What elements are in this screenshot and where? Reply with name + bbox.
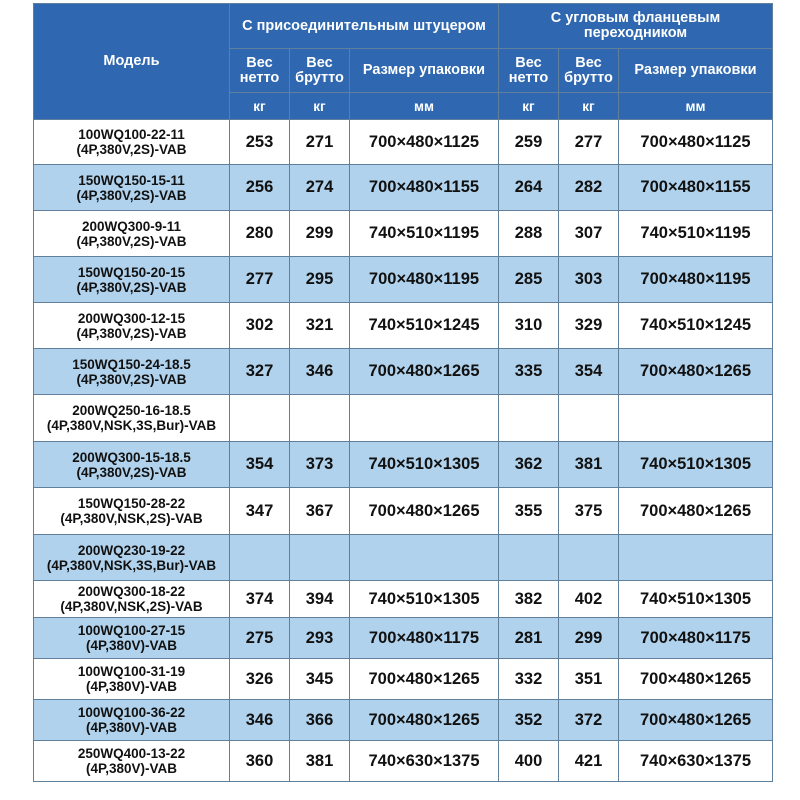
fitting-gross-weight-cell [290, 535, 350, 581]
flange-gross-weight-cell [559, 395, 619, 442]
flange-gross-weight-cell: 354 [559, 349, 619, 395]
fitting-package-size-cell: 700×480×1265 [350, 659, 499, 700]
fitting-gross-weight-cell: 381 [290, 741, 350, 782]
model-spec: (4P,380V,2S)-VAB [76, 371, 187, 387]
flange-package-size-cell: 700×480×1265 [619, 488, 773, 535]
flange-net-weight-cell: 288 [499, 211, 559, 257]
table-row [34, 442, 773, 488]
flange-gross-weight-cell: 303 [559, 257, 619, 303]
model-code: 200WQ230-19-22 [77, 542, 186, 558]
flange-gross-weight-cell: 299 [559, 618, 619, 659]
fitting-package-size-cell: 740×630×1375 [350, 741, 499, 782]
flange-net-weight-cell: 335 [499, 349, 559, 395]
flange-package-size-cell: 740×630×1375 [619, 741, 773, 782]
fitting-net-weight-cell [230, 535, 290, 581]
flange-net-weight-cell [499, 395, 559, 442]
model-spec: (4P,380V)-VAB [85, 638, 178, 653]
flange-package-size-cell [619, 535, 773, 581]
flange-net-weight-cell: 285 [499, 257, 559, 303]
fitting-gross-weight-cell: 274 [290, 165, 350, 211]
flange-gross-weight-cell: 307 [559, 211, 619, 257]
model-spec: (4P,380V,2S)-VAB [76, 233, 187, 249]
header-gross-weight: Вес брутто [559, 49, 619, 93]
flange-net-weight-cell: 352 [499, 700, 559, 741]
model-cell [34, 442, 230, 488]
fitting-net-weight-cell: 277 [230, 257, 290, 303]
model-cell [34, 618, 230, 659]
fitting-net-weight-cell: 360 [230, 741, 290, 782]
fitting-gross-weight-cell: 366 [290, 700, 350, 741]
model-code: 200WQ300-12-15 [77, 310, 186, 326]
model-code: 100WQ100-31-19 [77, 664, 186, 679]
spec-table [33, 3, 773, 782]
model-code: 200WQ300-9-11 [81, 218, 182, 234]
header-package-size: Размер упаковки [350, 49, 499, 93]
flange-package-size-cell: 700×480×1195 [619, 257, 773, 303]
table-row [34, 535, 773, 581]
flange-gross-weight-cell: 421 [559, 741, 619, 782]
flange-gross-weight-cell [559, 535, 619, 581]
model-cell [34, 659, 230, 700]
flange-package-size-cell: 700×480×1265 [619, 700, 773, 741]
fitting-package-size-cell [350, 395, 499, 442]
fitting-net-weight-cell: 327 [230, 349, 290, 395]
fitting-net-weight-cell: 302 [230, 303, 290, 349]
flange-package-size-cell: 700×480×1125 [619, 120, 773, 165]
fitting-package-size-cell: 740×510×1245 [350, 303, 499, 349]
flange-package-size-cell: 700×480×1265 [619, 349, 773, 395]
fitting-package-size-cell: 700×480×1125 [350, 120, 499, 165]
table-row [34, 488, 773, 535]
fitting-gross-weight-cell: 394 [290, 581, 350, 618]
table-row [34, 165, 773, 211]
model-spec: (4P,380V)-VAB [85, 679, 178, 694]
model-code: 100WQ100-36-22 [77, 705, 186, 720]
spec-table-container [33, 3, 773, 782]
fitting-package-size-cell: 700×480×1265 [350, 349, 499, 395]
flange-package-size-cell: 740×510×1195 [619, 211, 773, 257]
model-spec: (4P,380V,NSK,2S)-VAB [60, 599, 203, 614]
header-package-size: Размер упаковки [619, 49, 773, 93]
flange-net-weight-cell: 310 [499, 303, 559, 349]
flange-net-weight-cell: 264 [499, 165, 559, 211]
fitting-gross-weight-cell [290, 395, 350, 442]
model-cell [34, 120, 230, 165]
header-unit-kg: кг [230, 93, 290, 120]
flange-gross-weight-cell: 277 [559, 120, 619, 165]
fitting-net-weight-cell: 253 [230, 120, 290, 165]
table-row [34, 618, 773, 659]
flange-net-weight-cell: 281 [499, 618, 559, 659]
fitting-package-size-cell: 700×480×1195 [350, 257, 499, 303]
fitting-net-weight-cell: 347 [230, 488, 290, 535]
fitting-net-weight-cell: 354 [230, 442, 290, 488]
fitting-net-weight-cell: 326 [230, 659, 290, 700]
model-spec: (4P,380V)-VAB [85, 761, 178, 776]
flange-net-weight-cell: 259 [499, 120, 559, 165]
model-code: 250WQ400-13-22 [77, 746, 186, 761]
fitting-package-size-cell [350, 535, 499, 581]
header-gross-weight: Вес брутто [290, 49, 350, 93]
table-row [34, 581, 773, 618]
flange-package-size-cell: 740×510×1245 [619, 303, 773, 349]
table-row [34, 349, 773, 395]
model-code: 100WQ100-27-15 [77, 623, 186, 638]
model-code: 150WQ150-28-22 [77, 496, 186, 511]
model-cell [34, 165, 230, 211]
flange-gross-weight-cell: 402 [559, 581, 619, 618]
table-row [34, 700, 773, 741]
table-row [34, 741, 773, 782]
fitting-package-size-cell: 700×480×1175 [350, 618, 499, 659]
fitting-package-size-cell: 700×480×1155 [350, 165, 499, 211]
flange-gross-weight-cell: 381 [559, 442, 619, 488]
flange-net-weight-cell: 400 [499, 741, 559, 782]
fitting-gross-weight-cell: 299 [290, 211, 350, 257]
header-unit-kg: кг [290, 93, 350, 120]
model-cell [34, 303, 230, 349]
fitting-gross-weight-cell: 367 [290, 488, 350, 535]
fitting-package-size-cell: 740×510×1305 [350, 442, 499, 488]
fitting-package-size-cell: 740×510×1305 [350, 581, 499, 618]
fitting-gross-weight-cell: 321 [290, 303, 350, 349]
fitting-package-size-cell: 740×510×1195 [350, 211, 499, 257]
model-spec: (4P,380V,2S)-VAB [76, 279, 187, 295]
model-cell [34, 488, 230, 535]
model-spec: (4P,380V,2S)-VAB [76, 464, 187, 480]
model-spec: (4P,380V,2S)-VAB [76, 325, 187, 341]
header-group-flange: С угловым фланцевым переходником [499, 4, 773, 49]
fitting-gross-weight-cell: 295 [290, 257, 350, 303]
model-spec: (4P,380V,NSK,3S,Bur)-VAB [46, 418, 217, 433]
table-row [34, 395, 773, 442]
fitting-net-weight-cell: 374 [230, 581, 290, 618]
model-cell [34, 581, 230, 618]
fitting-net-weight-cell: 346 [230, 700, 290, 741]
fitting-gross-weight-cell: 271 [290, 120, 350, 165]
table-row [34, 257, 773, 303]
fitting-gross-weight-cell: 346 [290, 349, 350, 395]
table-row [34, 120, 773, 165]
model-cell [34, 700, 230, 741]
table-row [34, 659, 773, 700]
fitting-package-size-cell: 700×480×1265 [350, 700, 499, 741]
table-row [34, 303, 773, 349]
flange-net-weight-cell: 382 [499, 581, 559, 618]
model-spec: (4P,380V,2S)-VAB [76, 142, 187, 157]
model-spec: (4P,380V,2S)-VAB [76, 187, 187, 203]
table-body [34, 120, 773, 782]
model-cell [34, 535, 230, 581]
header-unit-mm: мм [619, 93, 773, 120]
flange-package-size-cell: 700×480×1265 [619, 659, 773, 700]
flange-package-size-cell: 700×480×1175 [619, 618, 773, 659]
header-group-fitting: С присоединительным штуцером [230, 4, 499, 49]
header-unit-kg: кг [559, 93, 619, 120]
model-code: 150WQ150-20-15 [77, 264, 186, 280]
model-cell [34, 741, 230, 782]
flange-gross-weight-cell: 372 [559, 700, 619, 741]
flange-package-size-cell: 740×510×1305 [619, 442, 773, 488]
model-code: 200WQ300-18-22 [77, 584, 186, 599]
header-net-weight: Вес нетто [230, 49, 290, 93]
flange-net-weight-cell: 355 [499, 488, 559, 535]
model-cell [34, 257, 230, 303]
flange-gross-weight-cell: 351 [559, 659, 619, 700]
fitting-net-weight-cell: 256 [230, 165, 290, 211]
table-row [34, 211, 773, 257]
fitting-gross-weight-cell: 373 [290, 442, 350, 488]
header-unit-kg: кг [499, 93, 559, 120]
flange-package-size-cell: 740×510×1305 [619, 581, 773, 618]
flange-package-size-cell: 700×480×1155 [619, 165, 773, 211]
model-code: 150WQ150-24-18.5 [72, 356, 191, 372]
model-cell [34, 349, 230, 395]
flange-gross-weight-cell: 375 [559, 488, 619, 535]
fitting-gross-weight-cell: 345 [290, 659, 350, 700]
fitting-net-weight-cell: 275 [230, 618, 290, 659]
model-cell [34, 211, 230, 257]
model-spec: (4P,380V,NSK,2S)-VAB [60, 511, 203, 526]
model-code: 150WQ150-15-11 [78, 172, 185, 188]
fitting-net-weight-cell [230, 395, 290, 442]
header-unit-mm: мм [350, 93, 499, 120]
flange-gross-weight-cell: 329 [559, 303, 619, 349]
fitting-package-size-cell: 700×480×1265 [350, 488, 499, 535]
model-code: 200WQ300-15-18.5 [72, 449, 191, 465]
header-model: Модель [34, 4, 230, 120]
flange-net-weight-cell: 362 [499, 442, 559, 488]
model-cell [34, 395, 230, 442]
fitting-net-weight-cell: 280 [230, 211, 290, 257]
model-spec: (4P,380V,NSK,3S,Bur)-VAB [46, 557, 217, 573]
model-spec: (4P,380V)-VAB [85, 720, 178, 735]
flange-net-weight-cell [499, 535, 559, 581]
header-net-weight: Вес нетто [499, 49, 559, 93]
flange-gross-weight-cell: 282 [559, 165, 619, 211]
flange-package-size-cell [619, 395, 773, 442]
fitting-gross-weight-cell: 293 [290, 618, 350, 659]
model-code: 100WQ100-22-11 [78, 127, 185, 142]
flange-net-weight-cell: 332 [499, 659, 559, 700]
model-code: 200WQ250-16-18.5 [72, 403, 191, 418]
